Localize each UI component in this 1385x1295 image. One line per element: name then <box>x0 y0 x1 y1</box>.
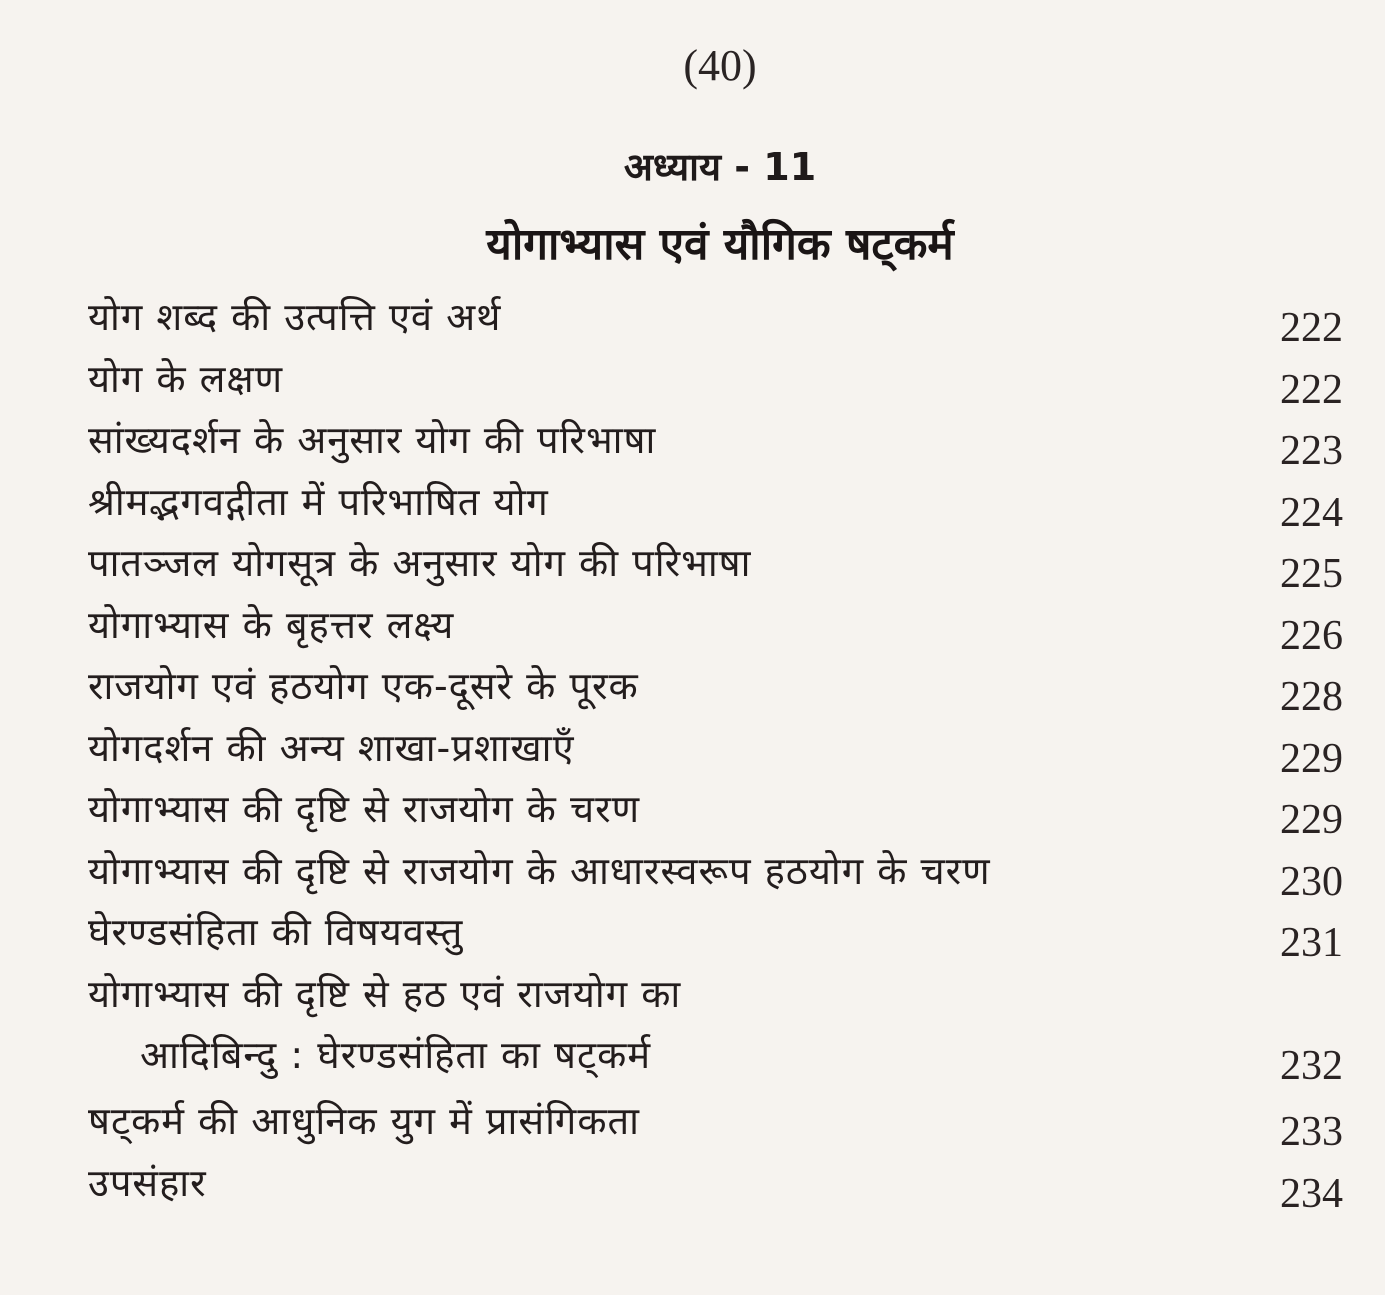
toc-entry <box>88 659 1343 721</box>
toc-entry-title: राजयोग एवं हठयोग एक-दूसरे के पूरक <box>88 664 639 708</box>
toc-entry-page: 229 <box>1280 735 1343 782</box>
toc-entry-title: श्रीमद्भगवद्गीता में परिभाषित योग <box>88 479 549 524</box>
toc-entry <box>88 721 1343 783</box>
chapter-title: योगाभ्यास एवं यौगिक षट्कर्म <box>486 219 954 270</box>
toc-entry-page: 223 <box>1280 428 1343 474</box>
chapter-label: अध्याय - 11 <box>623 145 817 189</box>
toc-entry <box>88 905 1343 967</box>
toc-entry-title: पातञ्जल योगसूत्र के अनुसार योग की परिभाषा <box>88 541 752 585</box>
table-of-contents <box>88 290 1343 1217</box>
toc-entry-title: योगाभ्यास की दृष्टि से राजयोग के आधारस्वरूप हठयोग के चरण <box>88 848 991 893</box>
toc-entry-title: षट्कर्म की आधुनिक युग में प्रासंगिकता <box>88 1099 641 1143</box>
toc-entry-page: 224 <box>1280 489 1343 536</box>
toc-entry-title: उपसंहार <box>88 1160 207 1205</box>
toc-entry <box>88 598 1343 660</box>
toc-entry <box>88 290 1343 352</box>
toc-entry <box>88 536 1343 598</box>
toc-entry-page: 222 <box>1280 366 1343 413</box>
toc-entry-page: 229 <box>1280 797 1343 843</box>
toc-entry <box>88 475 1343 537</box>
toc-entry <box>88 413 1343 475</box>
toc-entry-title: सांख्यदर्शन के अनुसार योग की परिभाषा <box>88 418 657 462</box>
page-number: (40) <box>683 41 757 90</box>
toc-entry-title: योगाभ्यास के बृहत्तर लक्ष्य <box>88 602 455 647</box>
toc-entry-page: 233 <box>1280 1109 1343 1155</box>
toc-entry <box>88 844 1343 906</box>
toc-entry-page: 232 <box>1280 1043 1343 1089</box>
toc-entry-title: योगदर्शन की अन्य शाखा-प्रशाखाएँ <box>88 725 575 770</box>
toc-entry-page: 234 <box>1280 1170 1343 1217</box>
toc-entry-title: योग के लक्षण <box>88 356 284 401</box>
toc-entry <box>88 1094 1343 1156</box>
toc-entry <box>88 967 1343 1029</box>
toc-entry-page: 225 <box>1280 551 1343 597</box>
toc-entry <box>88 352 1343 414</box>
toc-entry <box>88 782 1343 844</box>
toc-entry <box>88 1156 1343 1218</box>
toc-entry-title: योग शब्द की उत्पत्ति एवं अर्थ <box>88 295 502 339</box>
toc-entry-title: आदिबिन्दु : घेरण्डसंहिता का षट्कर्म <box>140 1033 652 1077</box>
toc-entry-page: 230 <box>1280 858 1343 905</box>
toc-entry-title: घेरण्डसंहिता की विषयवस्तु <box>88 910 464 954</box>
toc-entry-page: 226 <box>1280 612 1343 659</box>
toc-entry-page: 222 <box>1280 305 1343 351</box>
toc-entry-continuation <box>88 1028 1343 1094</box>
toc-entry-page: 228 <box>1280 674 1343 720</box>
toc-entry-page: 231 <box>1280 920 1343 966</box>
toc-entry-title: योगाभ्यास की दृष्टि से हठ एवं राजयोग का <box>88 971 682 1016</box>
toc-entry-title: योगाभ्यास की दृष्टि से राजयोग के चरण <box>88 787 641 831</box>
